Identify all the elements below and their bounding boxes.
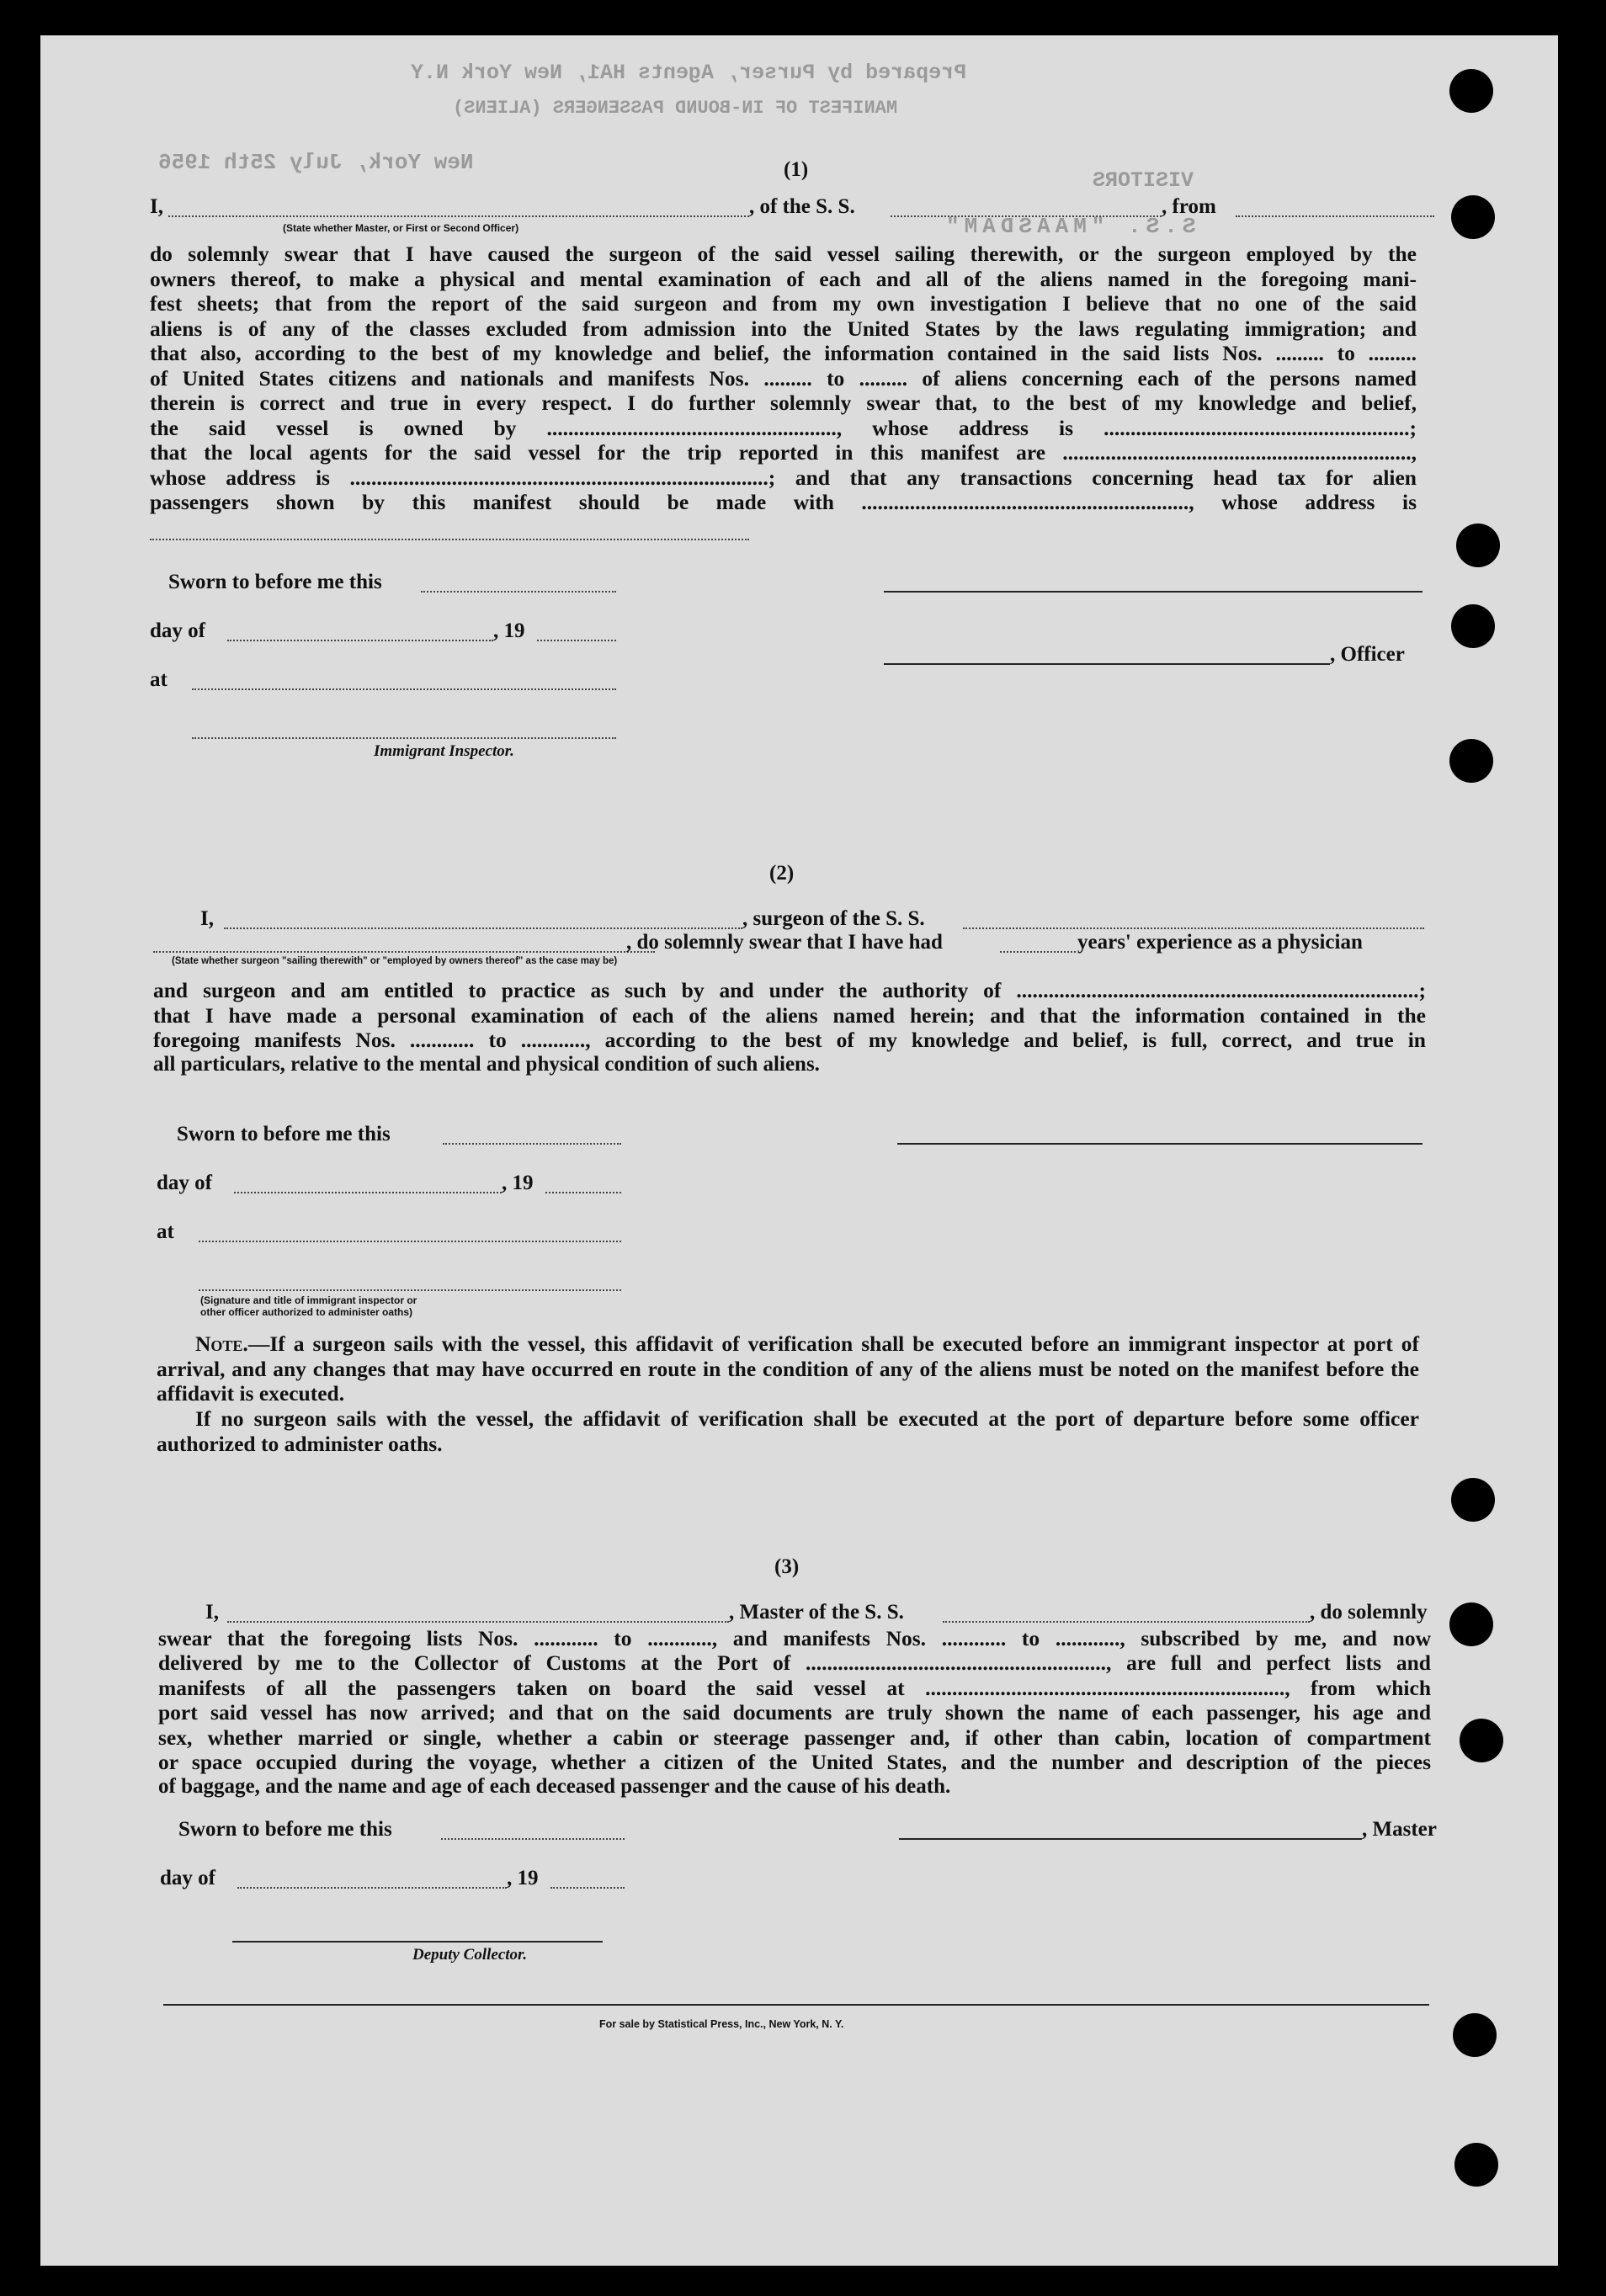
- sec1-day-line[interactable]: [227, 640, 493, 641]
- immigrant-inspector-caption: Immigrant Inspector.: [374, 742, 514, 760]
- sec1-officer-label: , Officer: [1330, 643, 1405, 666]
- sec1-line-7: therein is correct and true in every respect. I do further solemnly swear that, to the best of my knowledge and belief,: [150, 391, 1417, 415]
- sec1-day-label: day of: [150, 619, 205, 642]
- printer-credit: For sale by Statistical Press, Inc., New York, N. Y.: [599, 2018, 844, 2030]
- sec3-line-7: of baggage, and the name and age of each deceased passenger and the cause of his death.: [158, 1774, 951, 1798]
- sec3-line-5: sex, whether married or single, whether a cabin or steerage passenger and, if other than cabin, location of compartment: [158, 1725, 1431, 1750]
- inspector-title-note-2: other officer authorized to administer oaths): [200, 1306, 413, 1318]
- sec2-sworn-date-line[interactable]: [443, 1143, 621, 1145]
- sec2-inspector-signature-line[interactable]: [199, 1289, 621, 1291]
- sec1-line-1: do solemnly swear that I have caused the surgeon of the said vessel sailing therewith, or the surgeon employed by the: [150, 242, 1417, 266]
- sec2-swear-1: , do solemnly swear that I have had: [626, 931, 943, 954]
- sec2-year-line[interactable]: [545, 1192, 621, 1193]
- sec1-line-11: passengers shown by this manifest should be made with ............................................................., whose address is: [150, 490, 1417, 514]
- surgeon-status-note: (State whether surgeon "sailing therewith" or "employed by owners thereof" as the case may be): [172, 956, 618, 966]
- manifest-verification-page: [40, 35, 1558, 2266]
- sec2-day-label: day of: [157, 1172, 212, 1194]
- sec3-line-6: or space occupied during the voyage, whether a citizen of the United States, and the number and description of the pieces: [158, 1750, 1431, 1774]
- sec3-line-3: manifests of all the passengers taken on board the said vessel at ..................................................................., from which: [158, 1675, 1431, 1700]
- note-label: Note.: [195, 1331, 248, 1356]
- sec3-day-line[interactable]: [237, 1887, 507, 1889]
- sec3-day-label: day of: [160, 1867, 215, 1889]
- sec1-at-label: at: [150, 668, 168, 691]
- deputy-collector-signature-line[interactable]: [232, 1941, 603, 1943]
- deputy-collector-caption: Deputy Collector.: [412, 1946, 528, 1964]
- sec1-line-10: whose address is ..............................................................................; and that any transactions concerning head tax for alien: [150, 465, 1417, 490]
- sec2-at-label: at: [157, 1220, 174, 1243]
- sec2-line-2: that I have made a personal examination of each of the aliens named herein; and that the information contained in the: [153, 1002, 1426, 1028]
- sec3-line-2: delivered by me to the Collector of Customs at the Port of ........................................................, are full and perfect lists and: [158, 1650, 1431, 1675]
- bleedthrough-header-1: Prepared by Purser, Agents HA1, New York N.Y: [411, 61, 967, 85]
- punch-hole: [1451, 604, 1495, 648]
- from-port-line[interactable]: [1236, 215, 1434, 217]
- sec1-line-3: fest sheets; that from the report of the said surgeon and from my own investigation I believe that no one of the said: [150, 291, 1417, 316]
- do-solemnly-label: , do solemnly: [1310, 1601, 1428, 1624]
- footer-rule: [163, 2004, 1429, 2006]
- punch-hole: [1453, 2013, 1497, 2057]
- sec1-at-line[interactable]: [192, 688, 616, 690]
- sec1-signature-line[interactable]: [884, 591, 1423, 593]
- punch-hole: [1456, 524, 1500, 567]
- punch-hole: [1449, 739, 1493, 783]
- sec2-signature-line[interactable]: [897, 1143, 1423, 1145]
- sec3-line-1: swear that the foregoing lists Nos. ............ to ............, and manifests Nos. ............ to ............, subscribed by me, and now: [158, 1625, 1431, 1650]
- note-paragraph-1: [157, 1331, 1419, 1406]
- sec3-year-line[interactable]: [550, 1887, 625, 1889]
- sec1-line-8: the said vessel is owned by ......................................................, whose address is .........................................................;: [150, 415, 1417, 440]
- agent-address-continuation-line[interactable]: [150, 539, 749, 540]
- section-1-heading: (1): [784, 158, 809, 181]
- inspector-title-note-1: (Signature and title of immigrant inspector or: [200, 1294, 417, 1306]
- sec1-line-6: of United States citizens and nationals and manifests Nos. ......... to ......... of aliens concerning each of the persons named: [150, 365, 1417, 391]
- sec3-i-label: I,: [205, 1601, 219, 1624]
- bleedthrough-header-3: New York, July 25th 1956: [158, 150, 474, 175]
- sec1-year-line[interactable]: [537, 640, 616, 641]
- sec1-sworn-label: Sworn to before me this: [168, 571, 382, 593]
- sec2-at-line[interactable]: [199, 1241, 621, 1242]
- section-3-heading: (3): [774, 1555, 800, 1578]
- punch-hole: [1451, 1478, 1495, 1522]
- sec2-swear-2: years' experience as a physician: [1077, 931, 1363, 954]
- master-of-ss-label: , Master of the S. S.: [729, 1601, 904, 1624]
- punch-hole: [1454, 2143, 1498, 2187]
- punch-hole: [1449, 69, 1493, 113]
- punch-hole: [1449, 1602, 1493, 1646]
- bleedthrough-header-4: VISITORS: [1093, 168, 1194, 193]
- years-experience-line[interactable]: [1000, 951, 1076, 953]
- bleedthrough-vessel-name: S.S. "MAASDAM": [941, 214, 1196, 239]
- sec1-year-label: , 19: [493, 619, 525, 642]
- sec2-line-3: foregoing manifests Nos. ............ to ............, according to the best of my knowledge and belief, is full, correct, and true in: [153, 1028, 1426, 1052]
- from-label: , from: [1162, 195, 1216, 218]
- sec1-line-4: aliens is of any of the classes excluded from admission into the United States by the laws regulating immigration; and: [150, 316, 1417, 341]
- punch-hole: [1460, 1719, 1503, 1762]
- sec2-i-label: I,: [200, 907, 214, 930]
- sec2-line-4: all particulars, relative to the mental and physical condition of such aliens.: [153, 1052, 820, 1076]
- sec2-sworn-label: Sworn to before me this: [177, 1123, 391, 1145]
- sec3-master-name-line[interactable]: [227, 1621, 729, 1623]
- sec1-line-2: owners thereof, to make a physical and mental examination of each and all of the aliens named in the foregoing mani-: [150, 266, 1417, 291]
- sec2-day-line[interactable]: [234, 1192, 502, 1193]
- sec3-sworn-date-line[interactable]: [441, 1838, 625, 1840]
- surgeon-name-line[interactable]: [224, 927, 742, 929]
- sec1-i-label: I,: [150, 195, 163, 218]
- sec1-line-5: that also, according to the best of my knowledge and belief, the information contained in the said lists Nos. ......... to .........: [150, 341, 1417, 365]
- sec3-year-label: , 19: [507, 1867, 539, 1889]
- sec3-sworn-label: Sworn to before me this: [178, 1818, 392, 1841]
- sec2-vessel-line[interactable]: [963, 927, 1424, 929]
- section-2-heading: (2): [769, 862, 795, 885]
- vessel-name-line[interactable]: [891, 215, 1162, 217]
- sec1-line-9: that the local agents for the said vessel for the trip reported in this manifest are .................................................................,: [150, 440, 1417, 465]
- sec1-officer-line[interactable]: [884, 663, 1330, 665]
- sec1-sworn-date-line[interactable]: [421, 591, 616, 593]
- note-paragraph-2: If no surgeon sails with the vessel, the affidavit of verification shall be executed at the port of departure before some officer authorized to administer oaths.: [157, 1406, 1419, 1456]
- sec3-vessel-line[interactable]: [943, 1621, 1310, 1623]
- surgeon-of-ss-label: , surgeon of the S. S.: [742, 907, 925, 930]
- of-the-ss-label: , of the S. S.: [749, 195, 855, 218]
- note-para1-text: —If a surgeon sails with the vessel, this affidavit of verification shall be executed before an immigrant inspector at port of arrival, and any changes that may have occurred en route in the condition of any of the aliens must be noted on the manifest before the affidavit is executed.: [157, 1331, 1419, 1406]
- sec3-line-4: port said vessel has now arrived; and that on the said documents are truly shown the name of each passenger, his age and: [158, 1700, 1431, 1725]
- sec3-master-signature-line[interactable]: [899, 1838, 1362, 1840]
- sec1-inspector-signature-line[interactable]: [192, 737, 616, 739]
- master-name-line[interactable]: [168, 215, 749, 217]
- sec3-master-label: , Master: [1362, 1818, 1437, 1841]
- surgeon-status-line[interactable]: [153, 951, 655, 953]
- punch-hole: [1451, 195, 1495, 239]
- bleedthrough-header-2: MANIFEST OF IN-BOUND PASSENGERS (ALIENS): [453, 98, 898, 119]
- sec2-line-1: and surgeon and am entitled to practice as such by and under the authority of ...........................................................................;: [153, 978, 1426, 1002]
- sec2-year-label: , 19: [502, 1172, 534, 1194]
- master-officer-note: (State whether Master, or First or Second Officer): [283, 222, 519, 234]
